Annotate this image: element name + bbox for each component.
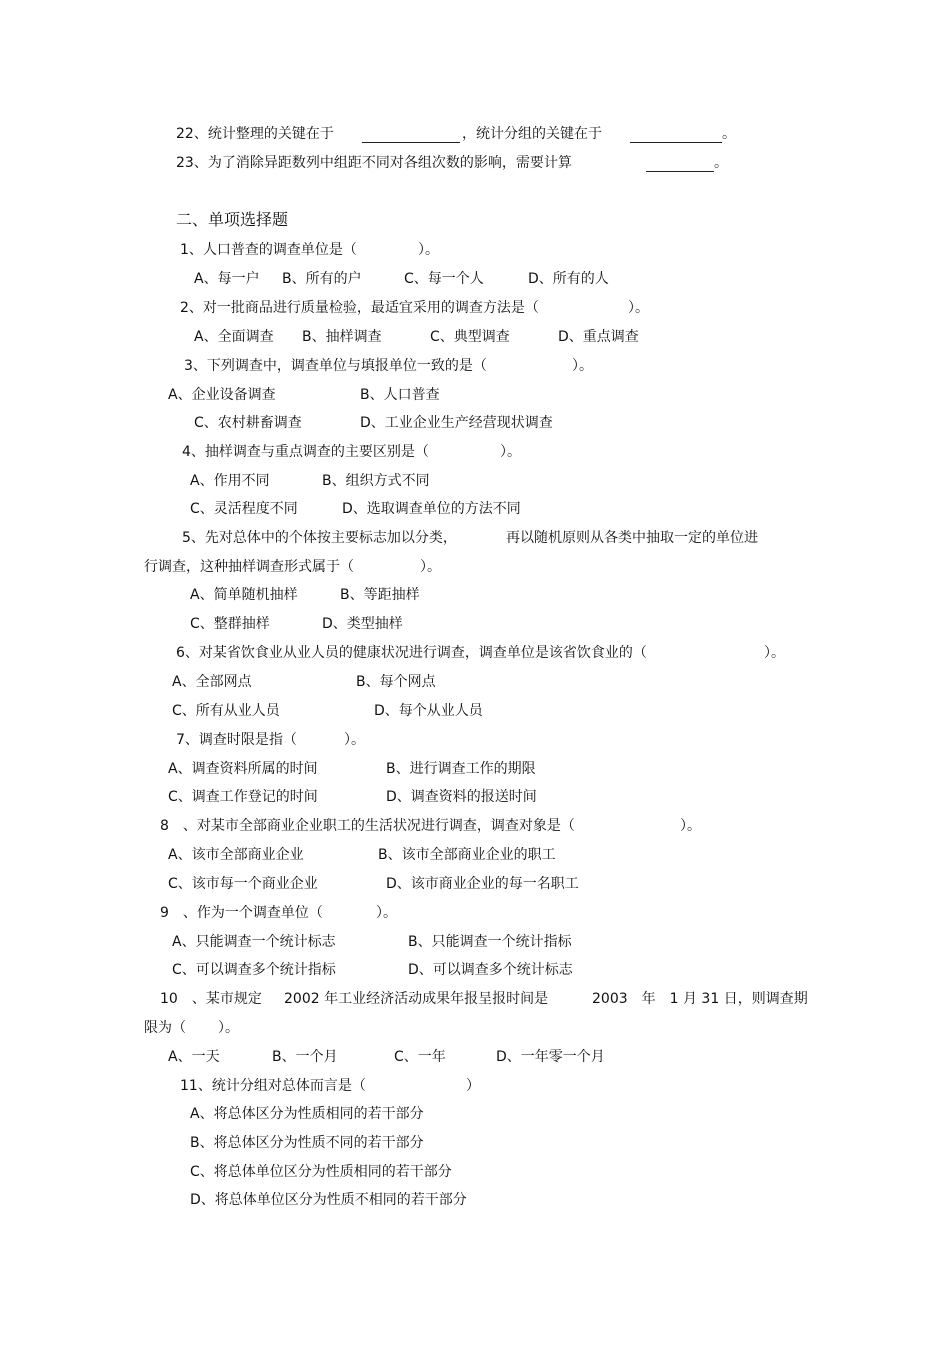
option-c: C、灵活程度不同 — [190, 501, 298, 517]
question-close: ）。 — [344, 732, 365, 748]
question-2: 2、对一批商品进行质量检验，最适宜采用的调查方法是（ — [180, 300, 539, 316]
question-close: ）。 — [420, 559, 441, 575]
option-a: A、作用不同 — [190, 473, 270, 489]
option-d: D、工业企业生产经营现状调查 — [360, 415, 553, 431]
option-b: B、进行调查工作的期限 — [386, 761, 536, 777]
option-b: B、等距抽样 — [340, 587, 420, 603]
option-c: C、所有从业人员 — [172, 703, 280, 719]
option-a: A、每一户 — [194, 271, 260, 287]
option-a: A、企业设备调查 — [168, 387, 276, 403]
answer-blank — [630, 128, 722, 143]
option-c: C、可以调查多个统计指标 — [172, 962, 336, 978]
option-b: B、抽样调查 — [302, 329, 382, 345]
option-c: C、调查工作登记的时间 — [168, 789, 318, 805]
option-c: C、一年 — [394, 1049, 446, 1065]
option-d: D、可以调查多个统计标志 — [408, 962, 573, 978]
question-4: 4、抽样调查与重点调查的主要区别是（ — [182, 444, 429, 460]
question-22-part2: ，统计分组的关键在于 — [462, 126, 602, 142]
option-d: D、调查资料的报送时间 — [386, 789, 537, 805]
option-c: C、整群抽样 — [190, 616, 270, 632]
question-23: 23、为了消除异距数列中组距不同对各组次数的影响，需要计算 — [176, 155, 572, 171]
section-title: 二、单项选择题 — [176, 210, 289, 229]
option-d: D、每个从业人员 — [374, 703, 483, 719]
question-3: 3、下列调查中，调查单位与填报单位一致的是（ — [184, 358, 487, 374]
option-c: C、将总体单位区分为性质相同的若干部分 — [190, 1164, 452, 1180]
question-close: ）。 — [628, 300, 649, 316]
question-11: 11、统计分组对总体而言是（ — [180, 1078, 366, 1094]
answer-blank — [362, 128, 460, 143]
option-a: A、简单随机抽样 — [190, 587, 298, 603]
option-a: A、只能调查一个统计标志 — [172, 934, 336, 950]
question-9: 9 、作为一个调查单位（ — [160, 905, 323, 921]
question-10-date: 2003 年 1 月 31 日，则调查期 — [592, 991, 808, 1007]
option-c: C、典型调查 — [430, 329, 510, 345]
option-d: D、重点调查 — [558, 329, 639, 345]
question-close: ）。 — [500, 444, 521, 460]
option-b: B、一个月 — [272, 1049, 338, 1065]
option-a: A、全部网点 — [172, 674, 252, 690]
option-b: B、将总体区分为性质不同的若干部分 — [190, 1135, 424, 1151]
option-c: C、该市每一个商业企业 — [168, 876, 318, 892]
question-close: ）。 — [218, 1020, 239, 1036]
question-close: ） — [466, 1078, 480, 1094]
question-5: 5、先对总体中的个体按主要标志加以分类， — [182, 530, 457, 546]
question-close: ）。 — [572, 358, 593, 374]
period: 。 — [714, 155, 728, 171]
option-d: D、一年零一个月 — [496, 1049, 605, 1065]
question-5-line2: 行调查，这种抽样调查形式属于（ — [144, 559, 354, 575]
question-10: 10 、某市规定 — [160, 991, 262, 1007]
option-d: D、选取调查单位的方法不同 — [342, 501, 521, 517]
option-d: D、将总体单位区分为性质不相同的若干部分 — [190, 1192, 467, 1208]
option-c: C、每一个人 — [404, 271, 484, 287]
question-22: 22、统计整理的关键在于 — [176, 126, 334, 142]
option-b: B、该市全部商业企业的职工 — [378, 847, 556, 863]
question-close: ）。 — [418, 242, 439, 258]
option-d: D、所有的人 — [528, 271, 609, 287]
period: 。 — [722, 126, 736, 142]
option-c: C、农村耕畜调查 — [194, 415, 302, 431]
option-a: A、该市全部商业企业 — [168, 847, 304, 863]
option-d: D、类型抽样 — [322, 616, 403, 632]
option-b: B、组织方式不同 — [322, 473, 430, 489]
question-1: 1、人口普查的调查单位是（ — [180, 242, 357, 258]
question-8: 8 、对某市全部商业企业职工的生活状况进行调查，调查对象是（ — [160, 818, 575, 834]
option-b: B、人口普查 — [360, 387, 440, 403]
question-close: ）。 — [764, 645, 785, 661]
option-b: B、每个网点 — [356, 674, 436, 690]
question-6: 6、对某省饮食业从业人员的健康状况进行调查，调查单位是该省饮食业的（ — [176, 645, 647, 661]
option-a: A、全面调查 — [194, 329, 274, 345]
question-10-line2: 限为（ — [144, 1020, 186, 1036]
question-5-cont: 再以随机原则从各类中抽取一定的单位进 — [506, 530, 758, 546]
option-b: B、所有的户 — [282, 271, 362, 287]
option-a: A、调查资料所属的时间 — [168, 761, 318, 777]
answer-blank — [646, 157, 714, 172]
option-d: D、该市商业企业的每一名职工 — [386, 876, 579, 892]
option-a: A、将总体区分为性质相同的若干部分 — [190, 1106, 424, 1122]
option-a: A、一天 — [168, 1049, 220, 1065]
question-10-cont: 2002 年工业经济活动成果年报呈报时间是 — [284, 991, 549, 1007]
option-b: B、只能调查一个统计指标 — [408, 934, 572, 950]
question-7: 7、调查时限是指（ — [176, 732, 297, 748]
question-close: ）。 — [680, 818, 701, 834]
question-close: ）。 — [376, 905, 397, 921]
